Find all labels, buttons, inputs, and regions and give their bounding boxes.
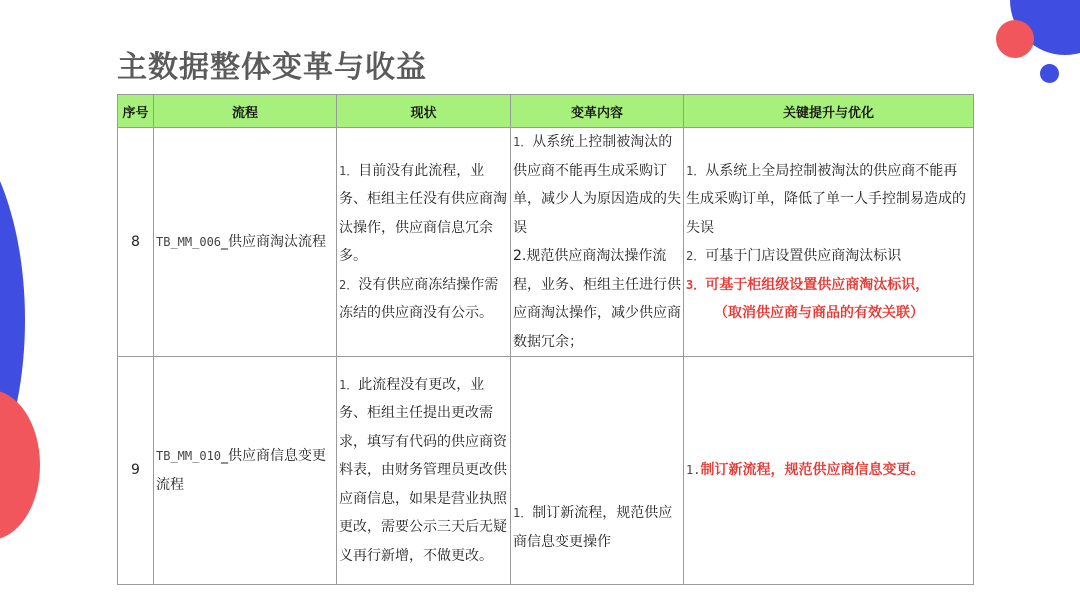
header-change: 变革内容 <box>511 95 684 128</box>
opt-item-highlight-cont: （取消供应商与商品的有效关联） <box>714 305 924 321</box>
status-text: 没有供应商冻结操作需冻结的供应商没有公示。 <box>339 276 499 321</box>
row-status <box>337 357 511 585</box>
table-row <box>118 357 974 585</box>
decor-circle-left-red <box>0 390 40 540</box>
opt-text: 从系统上全局控制被淘汰的供应商不能再生成采购订单，降低了单一人手控制易造成的失误 <box>686 162 966 236</box>
process-name: _供应商信息变更流程 <box>156 448 327 493</box>
row-change <box>511 128 684 357</box>
process-code: TB_MM_006 <box>156 234 222 249</box>
status-text: 目前没有此流程，业务、柜组主任没有供应商淘汰操作，供应商信息冗余多。 <box>339 162 507 264</box>
row-num: 9 <box>118 357 154 585</box>
opt-prefix: 3． <box>686 277 706 292</box>
status-prefix: 1． <box>339 377 359 392</box>
header-process: 流程 <box>154 95 337 128</box>
opt-prefix: 1. <box>686 463 701 478</box>
row-num: 8 <box>118 128 154 357</box>
row-optimization <box>684 357 974 585</box>
status-item <box>339 271 508 328</box>
status-prefix: 1． <box>339 163 359 178</box>
opt-text: 可基于门店设置供应商淘汰标识 <box>705 248 902 264</box>
status-prefix: 2． <box>339 277 359 292</box>
header-status: 现状 <box>337 95 511 128</box>
table-row <box>118 128 974 357</box>
change-prefix: 1． <box>513 135 533 149</box>
change-text: 从系统上控制被淘汰的供应商不能再生成采购订单，减少人为原因造成的失误 <box>513 134 681 236</box>
change-text: 制订新流程，规范供应商信息变更操作 <box>513 505 673 550</box>
decor-circle-topright-red <box>996 20 1034 58</box>
row-change <box>511 357 684 585</box>
opt-item-highlight <box>686 271 971 300</box>
decor-circle-topright-small <box>1040 64 1059 83</box>
row-status <box>337 128 511 357</box>
page-title: 主数据整体变革与收益 <box>117 50 427 85</box>
row-process <box>154 357 337 585</box>
opt-text: 制订新流程，规范供应商信息变更。 <box>700 462 925 479</box>
row-process <box>154 128 337 357</box>
change-item: 2.规范供应商淘汰操作流程，业务、柜组主任进行供应商淘汰操作，减少供应商数据冗余； <box>513 248 681 350</box>
status-text: 此流程没有更改，业务、柜组主任提出更改需求，填写有代码的供应商资料表，由财务管理员更改供应商信息，如果是营业执照更改，需要公示三天后无疑义再行新增，不做更改。 <box>339 376 507 564</box>
row-optimization <box>684 128 974 357</box>
header-num: 序号 <box>118 95 154 128</box>
change-prefix: 1． <box>513 506 533 520</box>
status-item <box>339 163 507 265</box>
opt-prefix: 2． <box>686 249 706 263</box>
change-table <box>117 94 974 585</box>
process-name: _供应商淘汰流程 <box>221 233 327 250</box>
change-item <box>513 134 681 236</box>
header-optimization: 关键提升与优化 <box>684 95 974 128</box>
opt-prefix: 1． <box>686 163 706 178</box>
opt-text: 可基于柜组级设置供应商淘汰标识， <box>705 276 930 293</box>
process-code: TB_MM_010 <box>156 449 222 463</box>
opt-item <box>686 157 971 243</box>
opt-item <box>686 242 971 271</box>
table-header-row <box>118 95 974 128</box>
